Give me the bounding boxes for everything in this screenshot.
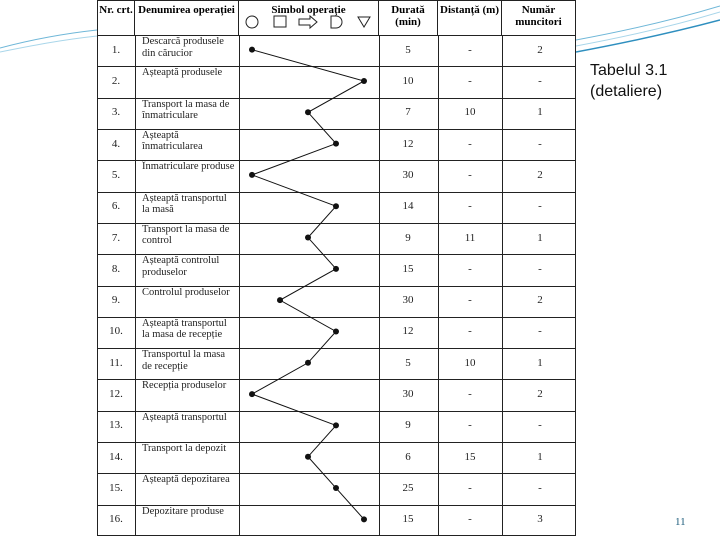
operation-point [333,422,339,428]
row-number: 5. [111,168,121,181]
row-distance: - [468,200,472,213]
row-operation-name: Așteaptă transportul [142,411,227,423]
header-workers: Număr muncitori [515,4,562,28]
row-number: 12. [109,388,123,401]
circle-icon [246,16,258,28]
row-number: 1. [111,43,121,56]
row-number: 3. [111,106,121,119]
row-workers: - [538,419,542,432]
row-workers: - [538,137,542,150]
row-duration: 5 [405,43,411,56]
row-distance: - [468,388,472,401]
row-duration: 15 [402,513,414,526]
operation-point [333,141,339,147]
row-operation-name: Transportul la masa de recepție [142,349,226,372]
row-operation-name: Așteaptă depozitarea [142,474,230,486]
row-operation-name: Transport la masa de control [142,223,230,247]
row-workers: 2 [537,388,543,401]
row-workers: 2 [537,294,543,307]
row-number: 6. [111,200,121,213]
operation-point [249,172,255,178]
arrow-icon [299,16,317,28]
operation-point [333,266,339,272]
row-duration: 30 [402,388,414,401]
row-operation-name: Așteaptă produsele [142,67,223,79]
row-workers: 2 [537,43,543,56]
row-workers: 2 [537,168,543,181]
header-name: Denumirea operației [135,1,239,35]
row-number: 4. [111,137,121,150]
symbol-chart [97,0,576,536]
row-distance: - [468,294,472,307]
row-duration: 9 [405,419,411,432]
operation-point [361,516,367,522]
row-distance: 11 [464,231,476,244]
row-workers: 3 [537,513,543,526]
row-distance: 10 [464,106,476,119]
row-operation-name: Descarcă produsele din cărucior [142,36,224,59]
row-workers: 1 [537,106,543,119]
row-number: 16. [109,513,123,526]
operation-point [305,360,311,366]
row-distance: - [468,262,472,275]
row-operation-name: Transport la depozit [142,443,227,455]
row-duration: 7 [405,106,411,119]
row-workers: - [538,200,542,213]
row-number: 2. [111,74,121,87]
row-distance: - [468,419,472,432]
operation-point [305,109,311,115]
header-distance: Distanță (m) [438,1,502,35]
row-duration: 12 [402,325,414,338]
row-operation-name: Așteaptă controlul produselor [142,255,220,278]
row-workers: - [538,325,542,338]
page-number: 11 [675,516,686,528]
row-workers: 1 [537,356,543,369]
row-operation-name: Transport la masa de înmatriculare [142,98,230,122]
operation-point [333,203,339,209]
operation-point [305,235,311,241]
row-number: 7. [111,231,121,244]
operation-point [249,47,255,53]
row-operation-name: Așteaptă transportul la masă [142,192,227,216]
row-distance: - [468,168,472,181]
row-number: 9. [111,294,121,307]
row-distance: - [468,482,472,495]
row-operation-name: Depozitare produse [142,505,224,517]
operation-point [305,454,311,460]
row-duration: 6 [405,450,411,463]
row-duration: 30 [402,168,414,181]
row-duration: 14 [402,200,414,213]
row-workers: - [538,482,542,495]
operation-path-line [252,50,364,520]
row-distance: - [468,513,472,526]
row-duration: 9 [405,231,411,244]
row-workers: 1 [537,231,543,244]
row-workers: 1 [537,450,543,463]
row-operation-name: Controlul produselor [142,286,230,298]
d-shape-icon [331,16,342,28]
row-distance: - [468,74,472,87]
header-nr: Nr. crt. [98,1,135,35]
row-number: 13. [109,419,123,432]
triangle-icon [358,17,370,27]
operation-point [333,328,339,334]
header-symbol-label: Simbol operație [271,4,346,16]
row-workers: - [538,74,542,87]
row-operation-name: Așteaptă înmatricularea [142,129,203,153]
row-operation-name: Recepția produselor [142,380,227,392]
row-distance: - [468,43,472,56]
operation-point [277,297,283,303]
row-distance: 10 [464,356,476,369]
row-operation-name: Înmatriculare produse [142,161,235,173]
row-duration: 15 [402,262,414,275]
row-duration: 5 [405,356,411,369]
row-number: 14. [109,450,123,463]
slide-title-line2: (detaliere) [590,83,663,100]
slide-title [590,60,667,102]
row-distance: - [468,137,472,150]
row-workers: - [538,262,542,275]
operation-point [333,485,339,491]
row-number: 15. [109,482,123,495]
operation-point [361,78,367,84]
row-operation-name: Așteaptă transportul la masa de recepție [142,317,227,341]
slide-title-line1: Tabelul 3.1 [590,62,668,79]
row-number: 8. [111,262,121,275]
row-duration: 10 [402,74,414,87]
operation-point [249,391,255,397]
row-duration: 12 [402,137,414,150]
row-distance: - [468,325,472,338]
header-duration: Durată (min) [379,1,438,35]
row-duration: 30 [402,294,414,307]
row-number: 11. [109,356,123,369]
row-number: 10. [109,325,123,338]
square-icon [274,16,286,27]
row-distance: 15 [464,450,476,463]
row-duration: 25 [402,482,414,495]
